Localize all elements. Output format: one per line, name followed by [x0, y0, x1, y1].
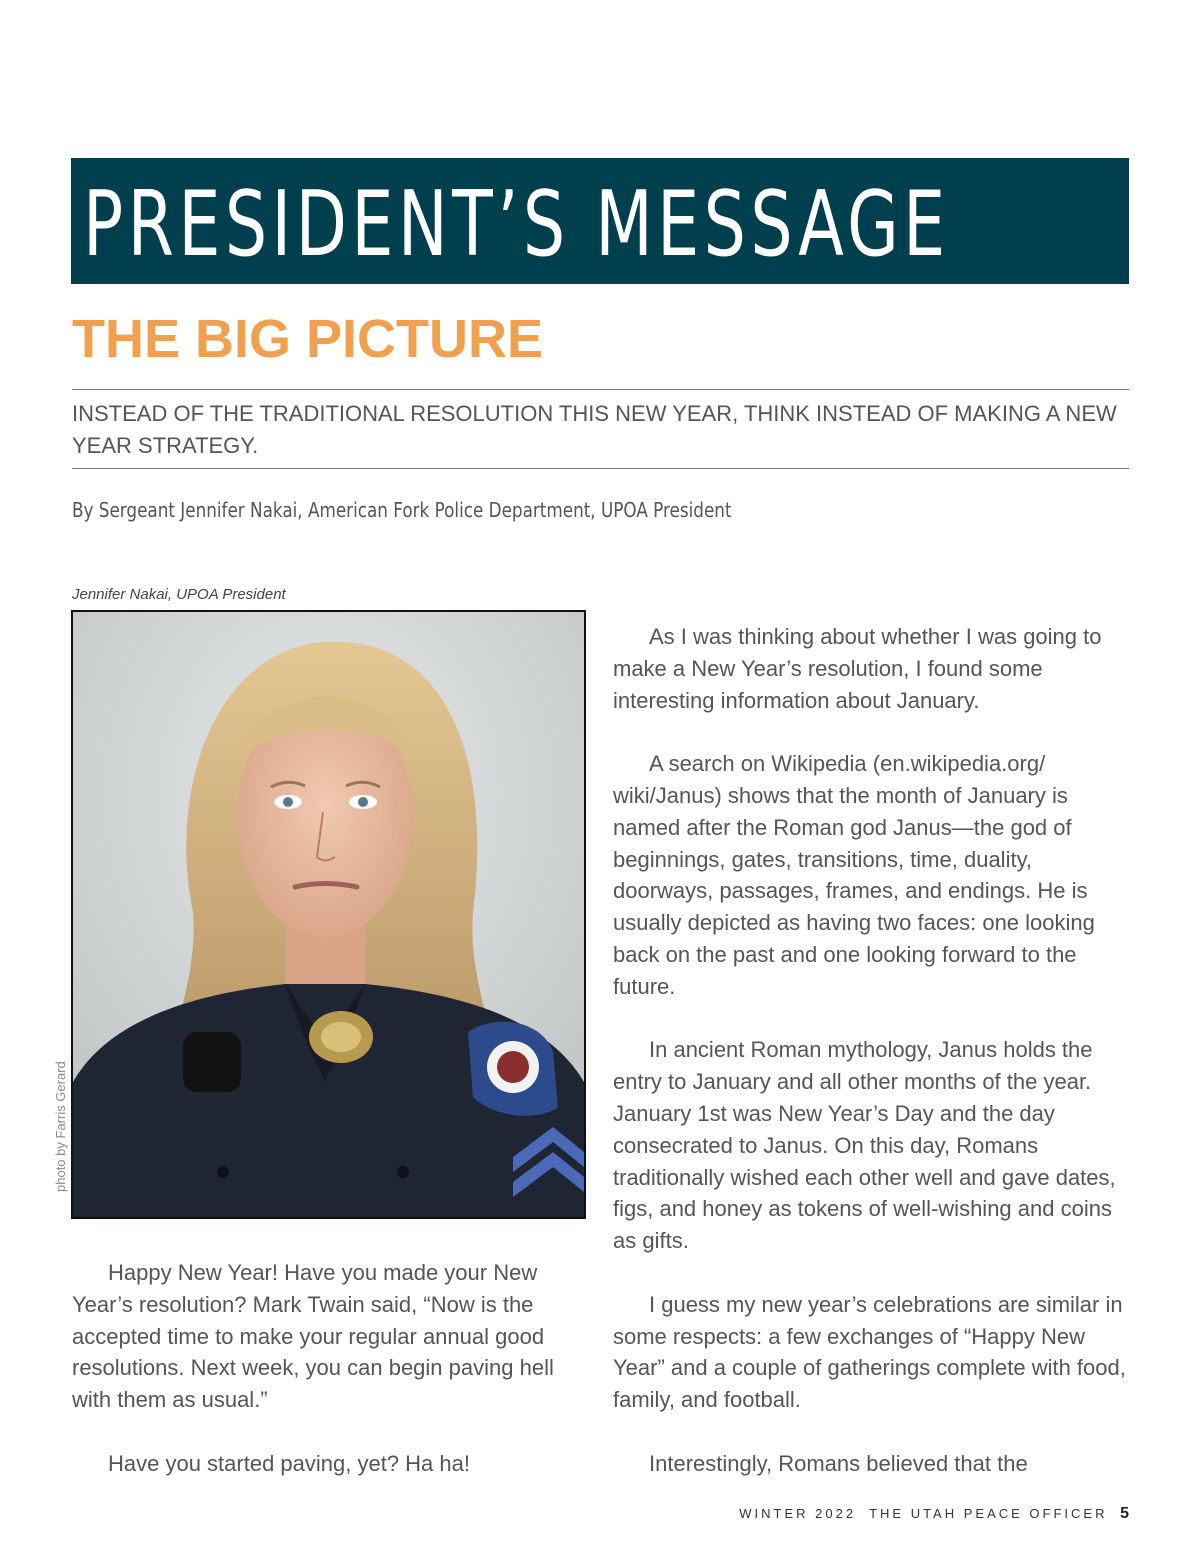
footer-publication: THE UTAH PEACE OFFICER — [869, 1506, 1108, 1521]
footer-issue: WINTER 2022 — [739, 1506, 857, 1521]
officer-portrait-image — [71, 610, 586, 1219]
right-paragraph: In ancient Roman mythology, Janus holds the entry to January and all other months of the year. January 1st was New Year’s Day and the day consecrated to Janus. On this day, Romans traditionally wished each other well and gave dates, figs, and honey as tokens of well-wishing and coins as gifts. — [613, 1037, 1116, 1254]
page-footer — [739, 1504, 1129, 1524]
article-deck: INSTEAD OF THE TRADITIONAL RESOLUTION THIS NEW YEAR, THINK INSTEAD OF MAKING A NEW YEAR STRATEGY. — [72, 401, 1117, 458]
article-byline: By Sergeant Jennifer Nakai, American Fork Police Department, UPOA President — [72, 498, 732, 522]
page-number: 5 — [1120, 1505, 1129, 1522]
right-paragraph: As I was thinking about whether I was going to make a New Year’s resolution, I found some interesting information about January. — [613, 624, 1102, 713]
right-paragraph: A search on Wikipedia (en.wikipedia.org/ wiki/Janus) shows that the month of January is named after the Roman god Janus—the god of beginnings, gates, transitions, time, duality, doorways, passages, frames, and endings. He is usually depicted as having two faces: one looking back on the past and one looking forward to the future. — [613, 751, 1095, 999]
left-paragraph: Have you started paving, yet? Ha ha! — [108, 1450, 470, 1476]
photo-caption: Jennifer Nakai, UPOA President — [72, 586, 286, 603]
article-headline: THE BIG PICTURE — [72, 309, 544, 369]
right-paragraph: Interestingly, Romans believed that the — [649, 1450, 1028, 1476]
section-title: PRESIDENT’S MESSAGE — [83, 172, 950, 277]
left-column — [72, 1257, 592, 1511]
left-paragraph: Happy New Year! Have you made your New Year’s resolution? Mark Twain said, “Now is the accepted time to make your regular annual good resolutions. Next week, you can begin paving hell with them as usual.” — [72, 1260, 554, 1413]
deck-bottom-rule — [72, 468, 1129, 469]
photo-credit: photo by Farris Gerard — [53, 1061, 68, 1192]
section-banner — [71, 158, 1129, 284]
right-column — [613, 621, 1133, 1511]
deck-top-rule — [72, 389, 1129, 390]
right-paragraph: I guess my new year’s celebrations are similar in some respects: a few exchanges of “Happy New Year” and a couple of gatherings complete with food, family, and football. — [613, 1291, 1126, 1413]
